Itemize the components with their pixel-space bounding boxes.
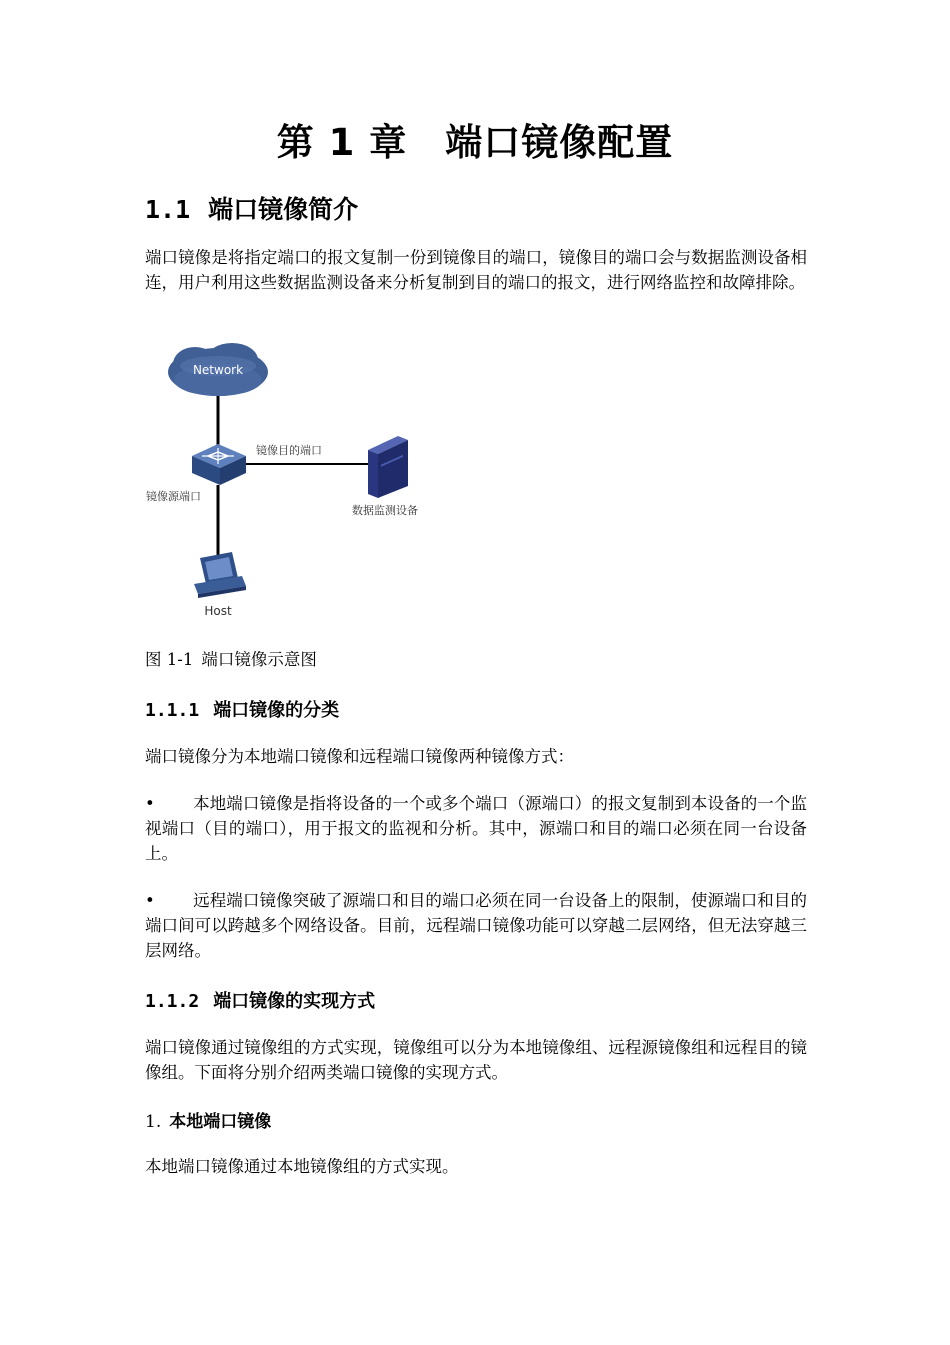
- section-heading-1-1-1: [145, 696, 339, 722]
- section-heading-1-1-2: [145, 987, 375, 1013]
- local-mirroring-paragraph: 本地端口镜像通过本地镜像组的方式实现。: [145, 1157, 459, 1176]
- subsection-title: 端口镜像的实现方式: [213, 991, 376, 1012]
- chapter-title-text: 端口镜像配置: [445, 121, 674, 164]
- switch-icon: [192, 444, 246, 485]
- figure-caption: [145, 646, 317, 670]
- bullet-icon: •: [145, 794, 155, 813]
- chapter-title: [0, 112, 950, 166]
- dest-port-label: 镜像目的端口: [256, 444, 322, 457]
- bullet-remote-mirroring: [145, 888, 807, 963]
- section-title: 端口镜像简介: [208, 195, 359, 224]
- monitor-device-label: 数据监测设备: [352, 504, 418, 517]
- subsection-number: 1.1.1: [145, 700, 200, 721]
- host-label: Host: [204, 604, 232, 618]
- section-heading-1-1: [145, 190, 358, 226]
- bullet-text: 本地端口镜像是指将设备的一个或多个端口（源端口）的报文复制到本设备的一个监视端口（目的端口），用于报文的监视和分析。其中，源端口和目的端口必须在同一台设备上。: [145, 794, 807, 863]
- bullet-local-mirroring: [145, 791, 807, 866]
- monitor-server-icon: [368, 436, 408, 498]
- host-computer-icon: [194, 552, 246, 598]
- classification-intro: 端口镜像分为本地端口镜像和远程端口镜像两种镜像方式：: [145, 747, 574, 766]
- item-number: 1.: [145, 1112, 162, 1132]
- section-number: 1.1: [145, 195, 191, 224]
- subsection-number: 1.1.2: [145, 991, 200, 1012]
- item-title: 本地端口镜像: [169, 1112, 272, 1132]
- bullet-icon: •: [145, 891, 155, 910]
- subsection-title: 端口镜像的分类: [213, 700, 340, 721]
- source-port-label: 镜像源端口: [146, 490, 201, 503]
- figure-caption-label: 图 1-1: [145, 650, 194, 669]
- intro-paragraph: 端口镜像是将指定端口的报文复制一份到镜像目的端口，镜像目的端口会与数据监测设备相连，用户利用这些数据监测设备来分析复制到目的端口的报文，进行网络监控和故障排除。: [145, 248, 807, 292]
- heading-local-port-mirroring: [145, 1107, 271, 1132]
- figure-caption-text: 端口镜像示意图: [201, 650, 317, 669]
- bullet-text: 远程端口镜像突破了源端口和目的端口必须在同一台设备上的限制，使源端口和目的端口间可以跨越多个网络设备。目前，远程端口镜像功能可以穿越二层网络，但无法穿越三层网络。: [145, 891, 807, 960]
- port-mirroring-diagram: [140, 340, 460, 630]
- chapter-number: 第 1 章: [276, 121, 408, 164]
- network-label: Network: [192, 363, 244, 377]
- implementation-paragraph: 端口镜像通过镜像组的方式实现，镜像组可以分为本地镜像组、远程源镜像组和远程目的镜像组。下面将分别介绍两类端口镜像的实现方式。: [145, 1038, 807, 1082]
